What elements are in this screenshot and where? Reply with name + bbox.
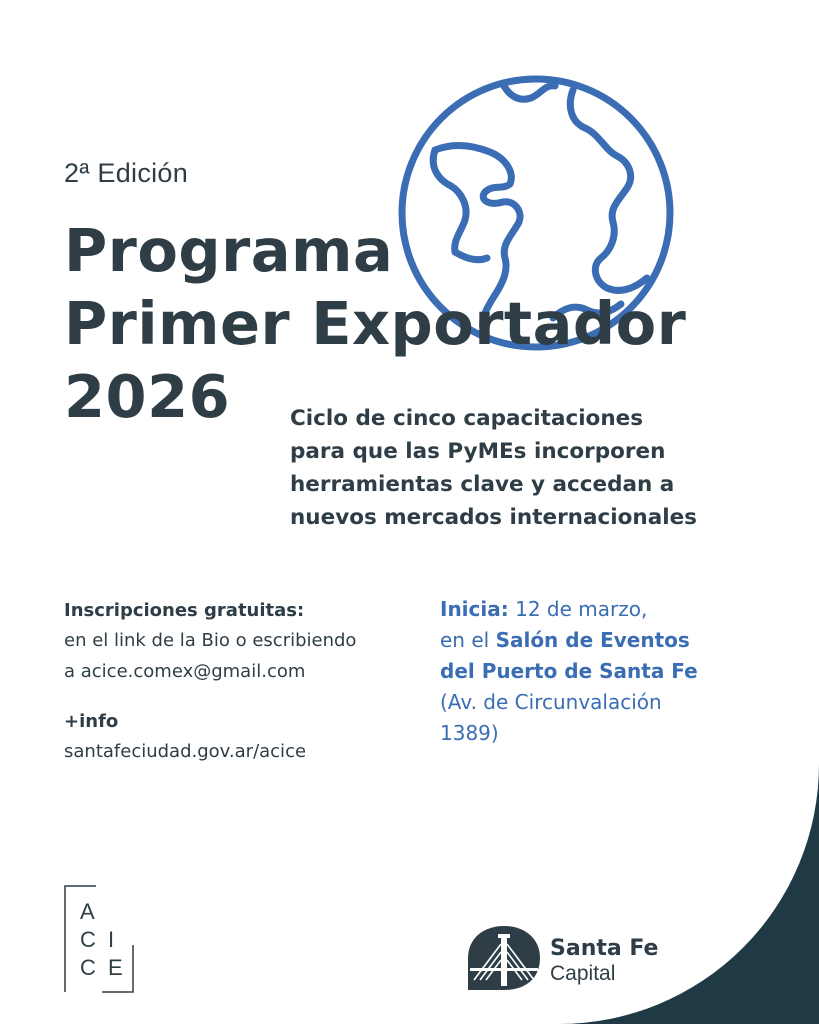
subtitle-line-1: Ciclo de cinco capacitaciones: [290, 406, 644, 431]
venue-prefix: en el: [440, 628, 490, 652]
subtitle-line-2: para que las PyMEs incorporen: [290, 439, 666, 464]
acice-letter-e: E: [108, 955, 123, 980]
title-line-2: Primer Exportador: [64, 289, 687, 358]
subtitle-block: [290, 402, 790, 534]
bridge-logo-icon: [464, 922, 544, 994]
registration-block: [64, 596, 356, 767]
title-line-3: 2026: [64, 362, 231, 431]
venue-name-2: del Puerto de Santa Fe: [440, 659, 698, 683]
acice-logo: [64, 885, 134, 993]
subtitle-line-3: herramientas clave y accedan a: [290, 472, 675, 497]
start-date: 12 de marzo,: [515, 597, 648, 621]
venue-name-1: Salón de Eventos: [495, 628, 690, 652]
page-title: [64, 214, 686, 433]
acice-letter-c1: C: [80, 927, 96, 952]
subtitle-line-4: nuevos mercados internacionales: [290, 505, 697, 530]
acice-letter-c2: C: [80, 955, 96, 980]
info-heading: +info: [64, 711, 119, 732]
event-block: [440, 594, 770, 749]
acice-letter-i: I: [108, 927, 115, 952]
registration-heading: Inscripciones gratuitas:: [64, 600, 305, 621]
title-line-1: Programa: [64, 216, 394, 285]
registration-email[interactable]: a acice.comex@gmail.com: [64, 661, 306, 682]
address-line-2: 1389): [440, 721, 499, 745]
registration-line-1: en el link de la Bio o escribiendo: [64, 630, 357, 651]
start-label: Inicia:: [440, 597, 509, 621]
santafe-logo-subtitle: Capital: [550, 962, 616, 985]
santafe-logo-title: Santa Fe: [550, 936, 659, 961]
address-line-1: (Av. de Circunvalación: [440, 690, 662, 714]
acice-letter-a: A: [80, 899, 95, 924]
edition-label: 2ª Edición: [64, 158, 189, 188]
info-link[interactable]: santafeciudad.gov.ar/acice: [64, 741, 307, 762]
